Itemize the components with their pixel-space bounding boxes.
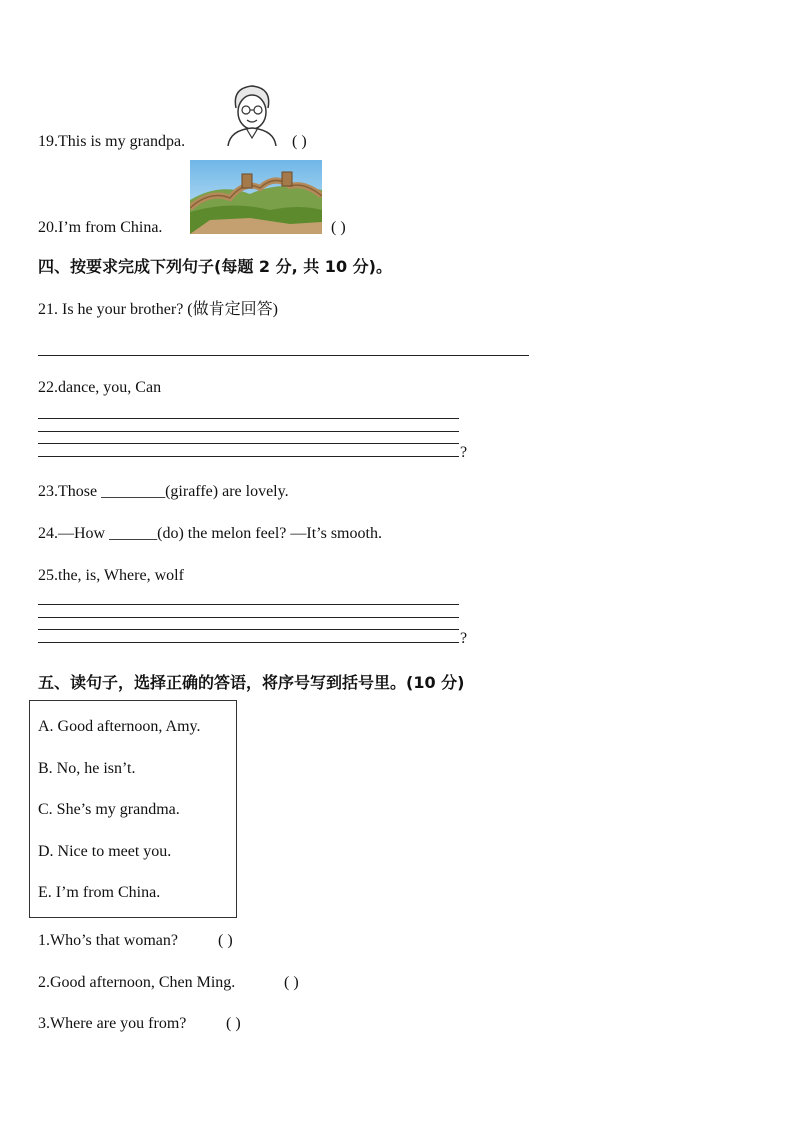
match-question-1: 1.Who’s that woman? (38, 932, 178, 949)
option-d: D. Nice to meet you. (38, 843, 172, 860)
option-c: C. She’s my grandma. (38, 801, 180, 818)
question-19-text: 19.This is my grandpa. (38, 133, 186, 150)
question-24-text: 24.—How ______(do) the melon feel? —It’s smooth. (38, 525, 382, 542)
answer-bracket-m3[interactable]: ( ) (226, 1015, 241, 1032)
question-20-text: 20.I’m from China. (38, 219, 163, 236)
question-25-text: 25.the, is, Where, wolf (38, 567, 184, 584)
question-21-text: 21. Is he your brother? (做肯定回答) (38, 301, 278, 318)
great-wall-image (190, 160, 322, 234)
option-a: A. Good afternoon, Amy. (38, 718, 201, 735)
answer-line-25d[interactable] (38, 642, 459, 643)
option-b: B. No, he isn’t. (38, 760, 136, 777)
answer-line-21[interactable] (38, 355, 529, 356)
answer-line-22b[interactable] (38, 431, 459, 432)
option-e: E. I’m from China. (38, 884, 161, 901)
answer-line-25a[interactable] (38, 604, 459, 605)
question-25-mark: ? (460, 630, 468, 647)
answer-line-25c[interactable] (38, 629, 459, 630)
question-22-mark: ? (460, 444, 468, 461)
answer-bracket-20[interactable]: ( ) (331, 219, 346, 236)
answer-line-22c[interactable] (38, 443, 459, 444)
section-5-heading: 五、读句子，选择正确的答语，将序号写到括号里。(10 分) (38, 673, 465, 692)
match-question-3: 3.Where are you from? (38, 1015, 187, 1032)
question-23-text: 23.Those ________(giraffe) are lovely. (38, 483, 289, 500)
answer-line-22a[interactable] (38, 418, 459, 419)
answer-bracket-m1[interactable]: ( ) (218, 932, 233, 949)
grandpa-cartoon-image (222, 82, 282, 146)
match-question-2: 2.Good afternoon, Chen Ming. (38, 974, 236, 991)
section-4-heading: 四、按要求完成下列句子(每题 2 分, 共 10 分)。 (38, 257, 392, 276)
answer-bracket-19[interactable]: ( ) (292, 133, 307, 150)
question-22-text: 22.dance, you, Can (38, 379, 162, 396)
answer-line-22d[interactable] (38, 456, 459, 457)
answer-bracket-m2[interactable]: ( ) (284, 974, 299, 991)
answer-line-25b[interactable] (38, 617, 459, 618)
